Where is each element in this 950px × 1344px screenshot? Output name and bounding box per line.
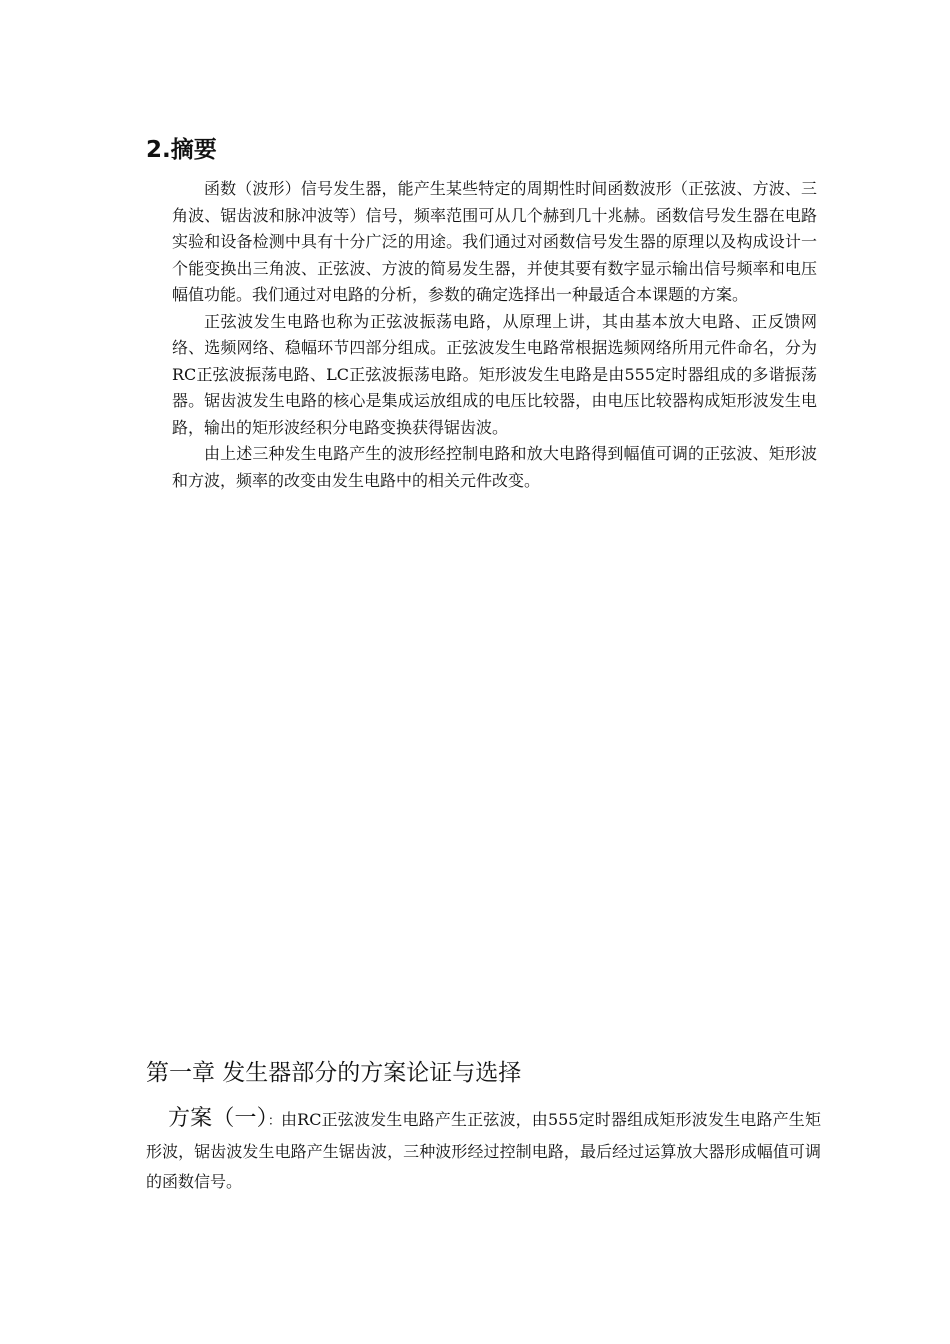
chapter-title: 第一章 发生器部分的方案论证与选择: [146, 1060, 522, 1086]
abstract-body: [172, 176, 817, 494]
plan-one-label: 方案（一）: [168, 1106, 268, 1131]
plan-one-text: 由RC正弦波发生电路产生正弦波，由555定时器组成矩形波发生电路产生矩形波，锯齿波发生电路产生锯齿波，三种波形经过控制电路，最后经过运算放大器形成幅值可调的函数信号。: [146, 1110, 821, 1191]
abstract-paragraph-2: 正弦波发生电路也称为正弦波振荡电路，从原理上讲，其由基本放大电路、正反馈网络、选频网络、稳幅环节四部分组成。正弦波发生电路常根据选频网络所用元件命名，分为RC正弦波振荡电路、LC正弦波振荡电路。矩形波发生电路是由555定时器组成的多谐振荡器。锯齿波发生电路的核心是集成运放组成的电压比较器，由电压比较器构成矩形波发生电路，输出的矩形波经积分电路变换获得锯齿波。: [172, 311, 817, 437]
abstract-paragraph-1: 函数（波形）信号发生器，能产生某些特定的周期性时间函数波形（正弦波、方波、三角波、锯齿波和脉冲波等）信号，频率范围可从几个赫到几十兆赫。函数信号发生器在电路实验和设备检测中具有十分广泛的用途。我们通过对函数信号发生器的原理以及构成设计一个能变换出三角波、正弦波、方波的简易发生器，并使其要有数字显示输出信号频率和电压幅值功能。我们通过对电路的分析，参数的确定选择出一种最适合本课题的方案。: [172, 179, 817, 304]
abstract-paragraph-3: 由上述三种发生电路产生的波形经控制电路和放大电路得到幅值可调的正弦波、矩形波和方波，频率的改变由发生电路中的相关元件改变。: [172, 444, 817, 490]
plan-one-colon: ：: [267, 1114, 281, 1129]
plan-one-paragraph: [146, 1104, 821, 1197]
abstract-heading: 2.摘要: [146, 137, 217, 163]
